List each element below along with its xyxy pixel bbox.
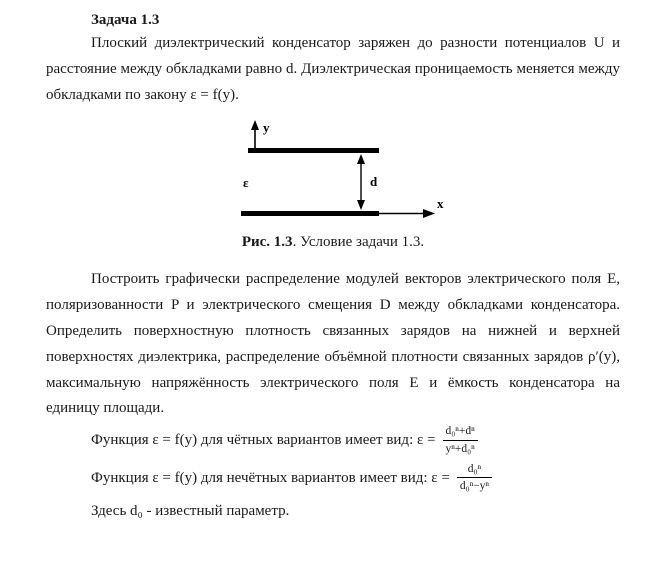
- formula-even-variants: [91, 424, 620, 456]
- d-arrow-up-icon: [357, 154, 365, 164]
- formula-even-numerator: d₀ⁿ+dⁿ: [443, 424, 478, 440]
- formula-odd-fraction: [457, 462, 492, 494]
- capacitor-plate-top: [248, 148, 379, 153]
- figure-caption-number: Рис. 1.3: [241, 234, 293, 251]
- figure-caption-text: . Условие задачи 1.3.: [292, 234, 425, 251]
- capacitor-plate-bottom: [241, 211, 379, 216]
- problem-title: Задача 1.3: [91, 12, 160, 28]
- capacitor-diagram: [213, 118, 453, 230]
- formula-even-fraction: [443, 424, 478, 456]
- formula-even-denominator: yⁿ+d₀ⁿ: [445, 442, 475, 455]
- x-axis-arrow-icon: [423, 209, 435, 218]
- y-axis-arrow-icon: [251, 120, 259, 130]
- y-axis-label: y: [263, 120, 270, 136]
- formula-even-prefix: Функция ε = f(y) для чётных вариантов имеет вид: ε =: [91, 431, 436, 448]
- epsilon-label: ε: [243, 175, 249, 191]
- capacitor-figure: [46, 118, 620, 230]
- figure-caption: [46, 232, 620, 253]
- formula-odd-prefix: Функция ε = f(y) для нечётных вариантов имеет вид: ε =: [91, 469, 450, 486]
- formula-odd-denominator: d₀ⁿ−yⁿ: [459, 480, 490, 493]
- d-dimension-label: d: [370, 174, 378, 190]
- x-axis-label: x: [437, 196, 444, 212]
- d-arrow-down-icon: [357, 200, 365, 210]
- formula-odd-variants: [91, 462, 620, 494]
- problem-statement-paragraph: Плоский диэлектрический конденсатор заряжен до разности потенциалов U и расстояние между обкладками равно d. Диэлектрическая проницаемость меняется между обкладками по закону ε = f(y).: [46, 35, 620, 103]
- task-paragraph: Построить графически распределение модулей векторов электрического поля E, поляризованности P и электрического смещения D между обкладками конденсатора. Определить поверхностную плотность связанных зарядов на нижней и верхней поверхностях диэлектрика, распределение объёмной плотности связанных зарядов ρ′(y), максимальную напряжённость электрического поля E и ёмкость конденсатора на единицу площади.: [46, 271, 620, 417]
- formula-odd-numerator: d₀ⁿ: [457, 462, 492, 478]
- parameter-note: Здесь d₀ - известный параметр.: [91, 502, 290, 519]
